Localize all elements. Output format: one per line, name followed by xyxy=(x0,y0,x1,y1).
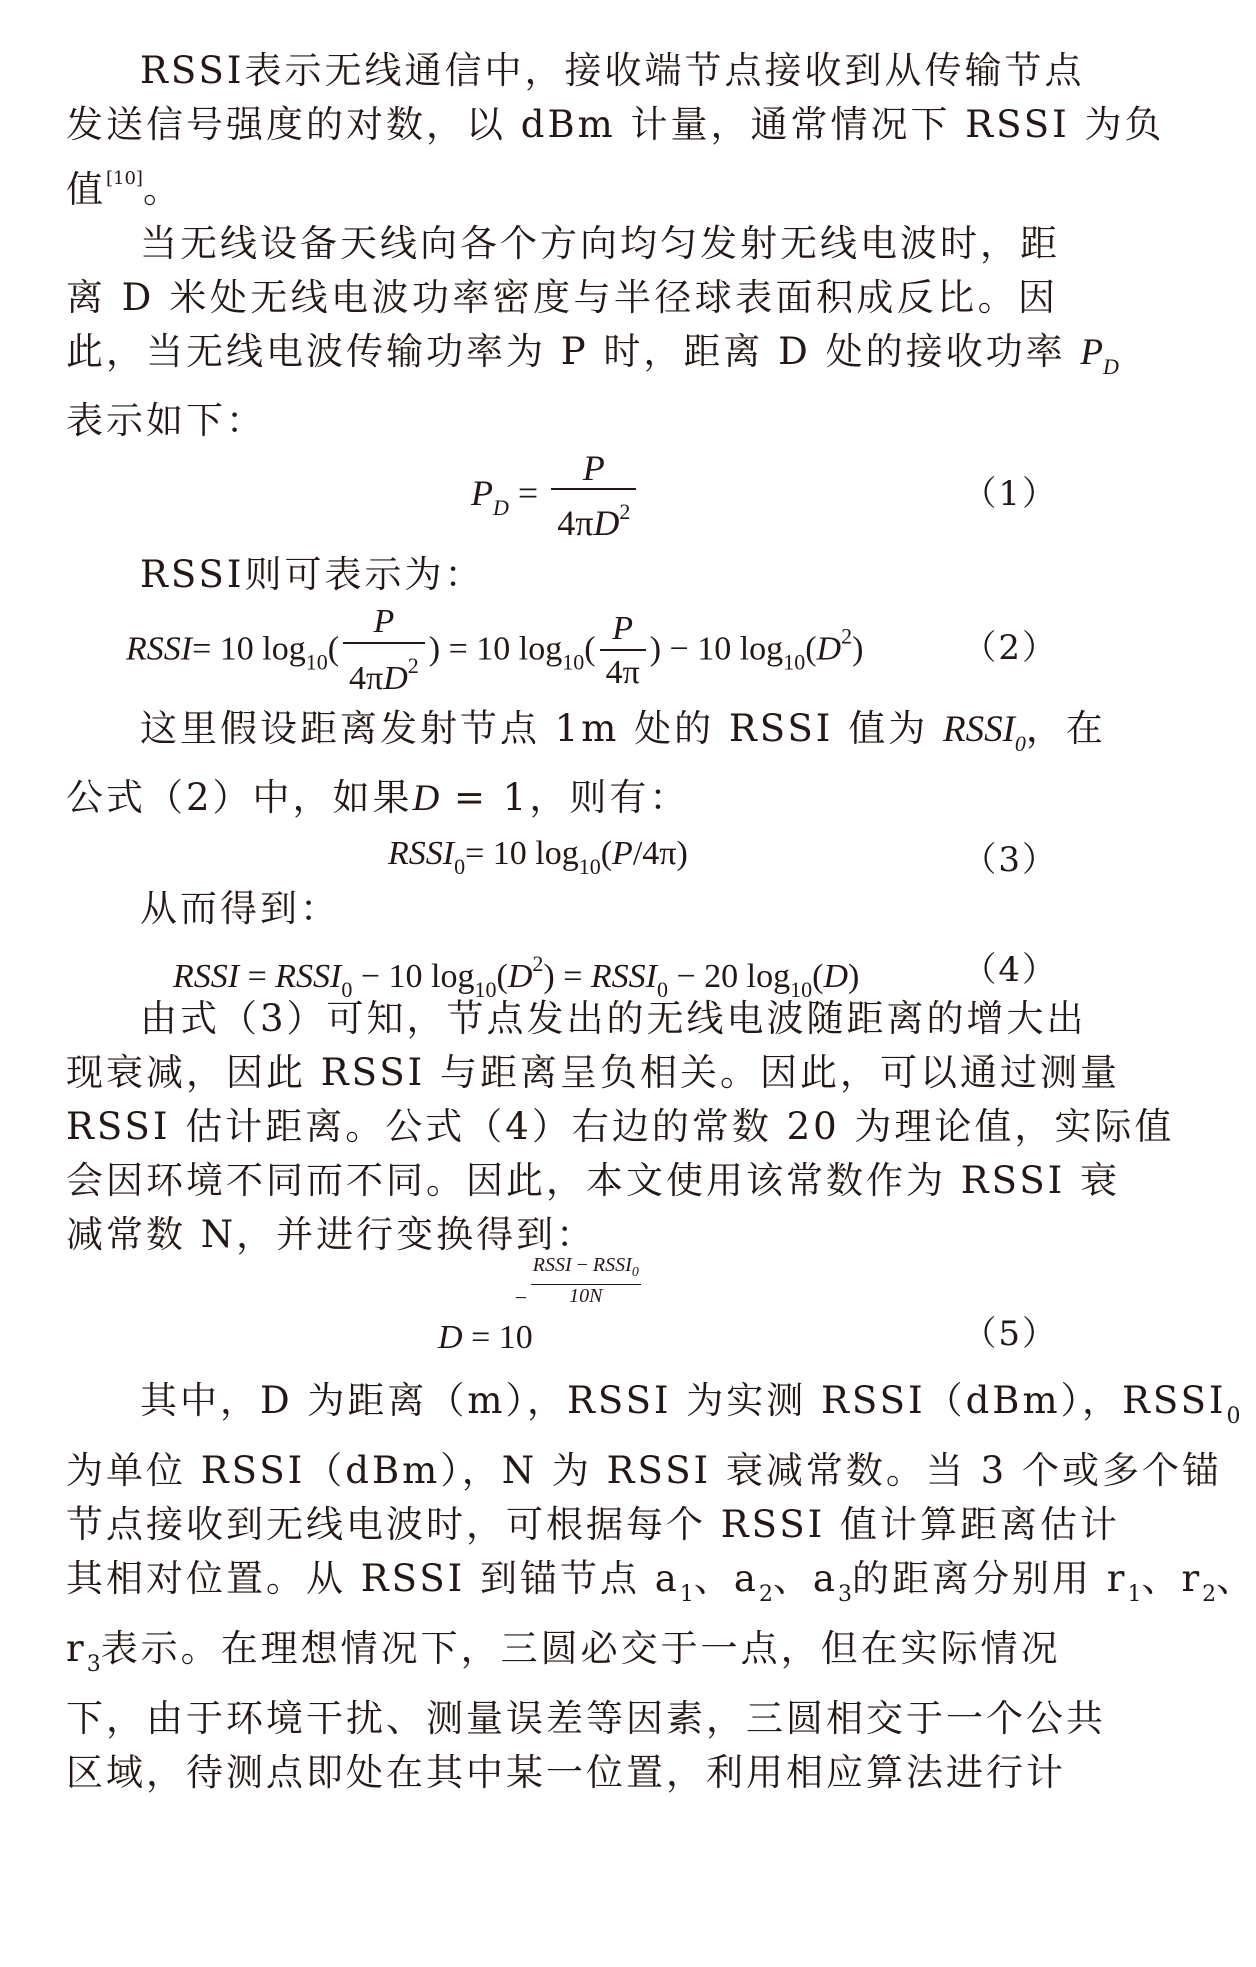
text-fragment: r xyxy=(66,1627,87,1670)
eq-subscript: 10 xyxy=(790,977,813,1002)
text-line xyxy=(66,702,1106,771)
equation-number: （4） xyxy=(962,950,1058,990)
text-fragment: 此，当无线电波传输功率为 P 时，距离 D 处的接收功率 xyxy=(66,330,1066,373)
text-line: 由式（3）可知，节点发出的无线电波随距离的增大出 xyxy=(140,997,1087,1040)
text-fragment: 表示。在理想情况下，三圆必交于一点，但在实际情况 xyxy=(100,1627,1061,1670)
text-line: 区域，待测点即处在其中某一位置，利用相应算法进行计 xyxy=(66,1751,1066,1794)
text-fragment: 这里假设距离发射节点 1m 处的 RSSI 值为 xyxy=(140,707,929,750)
text-fragment: 其中，D 为距离（m），RSSI 为实测 RSSI（dBm），RSSI xyxy=(140,1379,1227,1422)
math-subscript: D xyxy=(1102,354,1119,379)
equation-body xyxy=(438,1254,643,1366)
fraction xyxy=(600,609,646,695)
eq-symbol: D xyxy=(438,1319,463,1356)
text-line: 减常数 N，并进行变换得到： xyxy=(66,1213,597,1256)
math-subscript: 0 xyxy=(1014,731,1026,756)
text-fragment: 其相对位置。从 RSSI 到锚节点 a xyxy=(66,1557,680,1600)
text-fragment: 的距离分别用 r xyxy=(852,1557,1128,1600)
text-line xyxy=(66,1374,1241,1444)
eq-symbol: D xyxy=(593,503,620,543)
eq-text: − 20 log xyxy=(667,958,791,995)
text-fragment: 值 xyxy=(66,168,106,211)
eq-subscript: 0 xyxy=(454,854,466,879)
eq-subscript: 0 xyxy=(341,977,353,1002)
text-fragment: ，在 xyxy=(1025,707,1106,750)
text-line: 会因环境不同而不同。因此，本文使用该常数作为 RSSI 衰 xyxy=(66,1159,1121,1202)
math-symbol: D xyxy=(412,778,440,819)
fraction-denominator: 4π xyxy=(600,649,646,695)
eq-symbol: RSSI xyxy=(275,958,342,995)
math-symbol: RSSI xyxy=(942,709,1015,750)
fraction xyxy=(343,602,425,701)
fraction-denominator xyxy=(343,642,425,701)
text-line: RSSI 估计距离。公式（4）右边的常数 20 为理论值，实际值 xyxy=(66,1105,1175,1148)
equation-5 xyxy=(66,1254,1058,1374)
equation-number: （1） xyxy=(962,474,1058,514)
equation-body xyxy=(126,602,863,701)
paragraph-power-density xyxy=(66,217,1119,448)
text-fragment: 、r xyxy=(1141,1557,1203,1600)
text-line: 为单位 RSSI（dBm），N 为 RSSI 衰减常数。当 3 个或多个锚 xyxy=(66,1449,1222,1492)
equation-1 xyxy=(66,448,1058,548)
text-subscript: 3 xyxy=(838,1582,852,1607)
eq-symbol: D xyxy=(383,660,408,697)
text-fragment: 、 xyxy=(1216,1557,1256,1600)
eq-symbol: D xyxy=(823,958,848,995)
text-subscript: 1 xyxy=(1127,1582,1142,1607)
exponent-fraction xyxy=(514,1254,641,1310)
text-fragment: 公式（2）中，如果 xyxy=(66,776,413,819)
eq-paren: ( xyxy=(600,835,613,872)
article-body xyxy=(66,44,1256,1800)
text-line xyxy=(66,325,1119,394)
paragraph-rssi-definition xyxy=(66,44,1165,217)
equation-body xyxy=(173,936,859,1018)
text-line: RSSI则可表示为： xyxy=(140,553,485,596)
eq-exponent: 2 xyxy=(619,499,631,524)
eq-exponent: 2 xyxy=(841,623,853,649)
text-fragment: 、a xyxy=(772,1557,838,1600)
eq-subscript: 10 xyxy=(474,977,497,1002)
text-subscript: 3 xyxy=(86,1652,101,1677)
eq-symbol: RSSI xyxy=(126,630,193,668)
text-line: 当无线设备天线向各个方向均匀发射无线电波时，距 xyxy=(140,222,1060,265)
eq-paren: ( xyxy=(805,630,817,668)
eq-operator: − xyxy=(514,1285,528,1310)
citation-ref: [10] xyxy=(106,168,143,189)
text-line xyxy=(66,771,1058,826)
equation-4 xyxy=(66,936,1058,1002)
eq-subscript: 10 xyxy=(562,649,585,675)
eq-symbol: RSSI xyxy=(532,1254,572,1276)
eq-text: − 10 log xyxy=(352,958,475,995)
text-line: 表示如下： xyxy=(66,399,266,442)
eq-symbol: P xyxy=(471,472,493,513)
fraction-denominator: 10N xyxy=(531,1284,641,1307)
paragraph-attenuation xyxy=(66,992,1175,1262)
equation-number: （3） xyxy=(962,840,1058,880)
equation-body xyxy=(471,448,640,545)
text-line: 下，由于环境干扰、测量误差等因素，三圆相交于一个公共 xyxy=(66,1697,1106,1740)
text-line: 节点接收到无线电波时，可根据每个 RSSI 值计算距离估计 xyxy=(66,1503,1121,1546)
text-fragment: 。 xyxy=(142,168,183,211)
eq-exponent: 2 xyxy=(532,951,544,976)
eq-text: ) − 10 log xyxy=(649,630,784,668)
eq-subscript: 10 xyxy=(783,649,806,675)
equation-number: （5） xyxy=(962,1314,1058,1354)
equation-body xyxy=(388,826,688,895)
eq-symbol: RSSI xyxy=(388,835,455,872)
text-fragment: = 1，则有： xyxy=(454,776,690,819)
eq-const: 4π xyxy=(349,660,384,697)
math-symbol: P xyxy=(1080,332,1103,373)
eq-subscript: D xyxy=(493,494,509,520)
eq-subscript: 10 xyxy=(578,854,601,879)
eq-symbol: RSSI xyxy=(590,958,657,995)
text-subscript: 2 xyxy=(1202,1582,1217,1607)
text-line: 从而得到： xyxy=(140,887,340,930)
eq-subscript: 10 xyxy=(305,649,328,675)
eq-paren: ( xyxy=(327,630,340,668)
fraction-numerator: P xyxy=(582,448,605,488)
fraction-numerator: P xyxy=(612,609,634,647)
text-subscript: 1 xyxy=(679,1582,694,1607)
eq-paren: ) xyxy=(848,958,860,995)
paragraph-trilateration xyxy=(66,1374,1256,1800)
eq-symbol: RSSI xyxy=(173,958,240,995)
eq-operator: = xyxy=(517,472,539,513)
eq-paren: ) xyxy=(852,630,864,668)
equation-3 xyxy=(66,826,1058,882)
text-subscript: 2 xyxy=(758,1582,773,1607)
text-line: RSSI表示无线通信中，接收端节点接收到从传输节点 xyxy=(140,49,1085,92)
text-line xyxy=(66,1552,1256,1622)
eq-operator: − xyxy=(571,1254,593,1276)
text-line xyxy=(66,1622,1061,1692)
eq-text: /4π) xyxy=(632,835,688,872)
eq-text: = 10 log xyxy=(192,630,306,668)
text-line: 现衰减，因此 RSSI 与距离呈负相关。因此，可以通过测量 xyxy=(66,1051,1121,1094)
eq-subscript: 0 xyxy=(656,977,668,1002)
equation-number: （2） xyxy=(962,628,1058,668)
eq-text: ) = xyxy=(543,958,591,995)
eq-paren: ( xyxy=(812,958,824,995)
eq-symbol: D xyxy=(816,630,842,668)
fraction xyxy=(551,448,636,545)
eq-symbol: RSSI xyxy=(592,1254,632,1276)
eq-text: = 10 xyxy=(462,1319,533,1356)
text-subscript: 0 xyxy=(1226,1404,1241,1429)
equation-2 xyxy=(66,602,1058,702)
fraction-numerator: P xyxy=(373,603,395,640)
text-line: 离 D 米处无线电波功率密度与半径球表面积成反比。因 xyxy=(66,276,1058,319)
text-line: 发送信号强度的对数，以 dBm 计量，通常情况下 RSSI 为负 xyxy=(66,103,1165,146)
eq-text: = xyxy=(239,958,276,995)
text-line xyxy=(66,152,1058,217)
eq-paren: ( xyxy=(496,958,508,995)
fraction-numerator xyxy=(531,1254,641,1284)
fraction-denominator xyxy=(551,488,636,545)
eq-symbol: P xyxy=(612,835,633,872)
eq-text: ) = 10 log xyxy=(428,630,563,668)
paragraph-reference-rssi xyxy=(66,702,1106,826)
eq-text: = 10 log xyxy=(465,835,579,872)
text-fragment: 、a xyxy=(693,1557,759,1600)
eq-subscript: 0 xyxy=(631,1265,639,1280)
eq-paren: ( xyxy=(584,630,596,668)
eq-symbol: D xyxy=(507,958,533,995)
eq-const: 4π xyxy=(557,503,594,543)
eq-exponent: 2 xyxy=(407,653,419,678)
